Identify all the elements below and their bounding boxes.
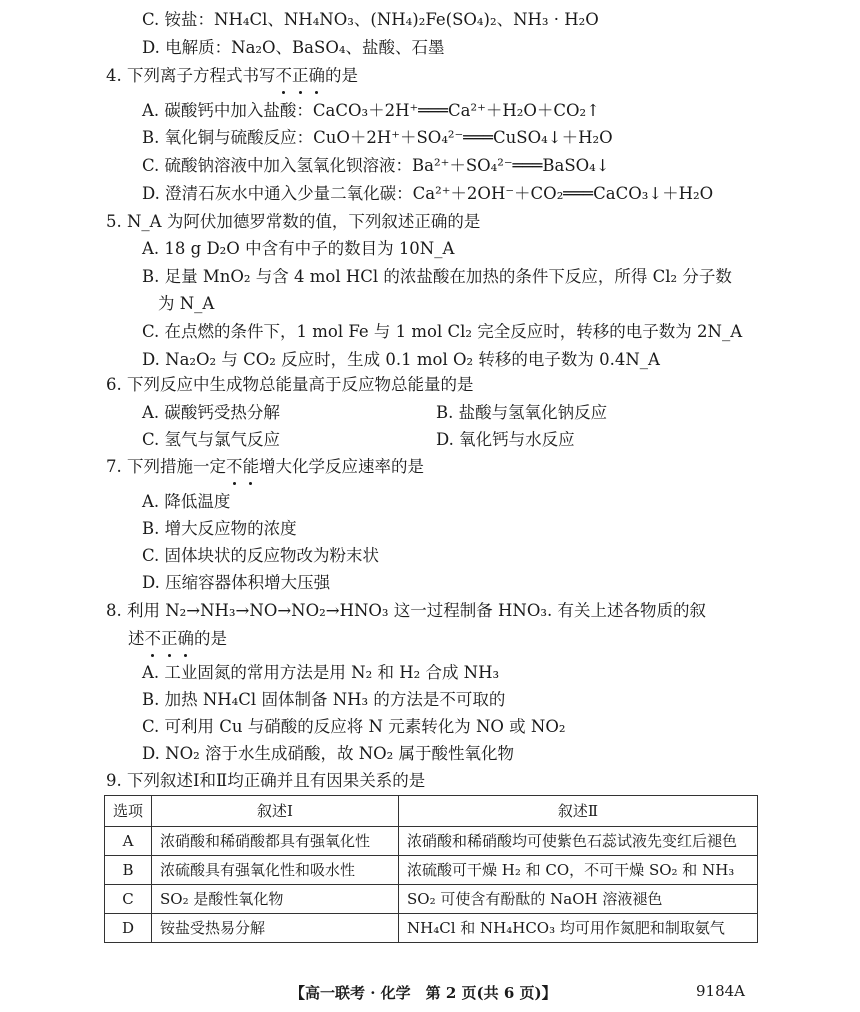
q4-option-a: A. 碳酸钙中加入盐酸：CaCO₃＋2H⁺═══Ca²⁺＋H₂O＋CO₂↑ xyxy=(142,101,600,120)
table-cell-statement-2: SO₂ 可使含有酚酞的 NaOH 溶液褪色 xyxy=(399,885,758,914)
q3-option-c: C. 铵盐：NH₄Cl、NH₄NO₃、(NH₄)₂Fe(SO₄)₂、NH₃ · H₂O xyxy=(142,10,599,29)
table-cell-statement-2: NH₄Cl 和 NH₄HCO₃ 均可用作氮肥和制取氨气 xyxy=(399,914,758,943)
table-cell-option: C xyxy=(105,885,152,914)
table-row xyxy=(105,827,758,856)
table-cell-option: A xyxy=(105,827,152,856)
table-cell-statement-2: 浓硫酸可干燥 H₂ 和 CO，不可干燥 SO₂ 和 NH₃ xyxy=(399,856,758,885)
table-header-row xyxy=(105,796,758,827)
table-row xyxy=(105,885,758,914)
table-header-statement-1: 叙述Ⅰ xyxy=(152,796,399,827)
q5-option-d: D. Na₂O₂ 与 CO₂ 反应时，生成 0.1 mol O₂ 转移的电子数为 0.4N_A xyxy=(142,350,660,369)
q8-option-b: B. 加热 NH₄Cl 固体制备 NH₃ 的方法是不可取的 xyxy=(142,690,506,709)
table-header-statement-2: 叙述Ⅱ xyxy=(399,796,758,827)
q4-option-b: B. 氧化铜与硫酸反应：CuO＋2H⁺＋SO₄²⁻═══CuSO₄↓＋H₂O xyxy=(142,128,613,147)
q7-option-d: D. 压缩容器体积增大压强 xyxy=(142,573,331,592)
table-header-option: 选项 xyxy=(105,796,152,827)
q4-stem: 4. 下列离子方程式书写不正确的是 xyxy=(106,64,358,88)
page-footer: 【高一联考 · 化学 第 2 页(共 6 页)】 xyxy=(290,984,557,1002)
table-row xyxy=(105,914,758,943)
q9-table xyxy=(104,795,758,943)
q4-option-c: C. 硫酸钠溶液中加入氢氧化钡溶液：Ba²⁺＋SO₄²⁻═══BaSO₄↓ xyxy=(142,156,610,175)
q8-option-a: A. 工业固氮的常用方法是用 N₂ 和 H₂ 合成 NH₃ xyxy=(142,663,500,682)
q5-option-c: C. 在点燃的条件下，1 mol Fe 与 1 mol Cl₂ 完全反应时，转移的电子数为 2N_A xyxy=(142,322,743,341)
q6-stem: 6. 下列反应中生成物总能量高于反应物总能量的是 xyxy=(106,375,474,394)
table-cell-statement-2: 浓硝酸和稀硝酸均可使紫色石蕊试液先变红后褪色 xyxy=(399,827,758,856)
q6-option-d: D. 氧化钙与水反应 xyxy=(436,430,575,449)
q3-option-d: D. 电解质：Na₂O、BaSO₄、盐酸、石墨 xyxy=(142,38,445,57)
q7-option-a: A. 降低温度 xyxy=(142,492,231,511)
q8-option-c: C. 可利用 Cu 与硝酸的反应将 N 元素转化为 NO 或 NO₂ xyxy=(142,717,566,736)
table-row xyxy=(105,856,758,885)
q6-option-b: B. 盐酸与氢氧化钠反应 xyxy=(436,403,608,422)
q8-stem: 8. 利用 N₂→NH₃→NO→NO₂→HNO₃ 这一过程制备 HNO₃. 有关上述各物质的叙 xyxy=(106,601,706,620)
q5-stem: 5. N_A 为阿伏加德罗常数的值，下列叙述正确的是 xyxy=(106,212,481,231)
q7-option-c: C. 固体块状的反应物改为粉末状 xyxy=(142,546,380,565)
table-cell-statement-1: 浓硝酸和稀硝酸都具有强氧化性 xyxy=(152,827,399,856)
table-cell-statement-1: 浓硫酸具有强氧化性和吸水性 xyxy=(152,856,399,885)
q9-stem: 9. 下列叙述Ⅰ和Ⅱ均正确并且有因果关系的是 xyxy=(106,771,426,790)
table-cell-option: D xyxy=(105,914,152,943)
paper-code: 9184A xyxy=(696,982,746,1000)
table-cell-option: B xyxy=(105,856,152,885)
q6-option-c: C. 氢气与氯气反应 xyxy=(142,430,281,449)
q5-option-b-continued: 为 N_A xyxy=(158,294,215,313)
q6-option-a: A. 碳酸钙受热分解 xyxy=(142,403,280,422)
table-cell-statement-1: SO₂ 是酸性氧化物 xyxy=(152,885,399,914)
q7-option-b: B. 增大反应物的浓度 xyxy=(142,519,297,538)
q8-stem-continued: 述不正确的是 xyxy=(128,627,227,651)
q4-option-d: D. 澄清石灰水中通入少量二氧化碳：Ca²⁺＋2OH⁻＋CO₂═══CaCO₃↓＋H₂O xyxy=(142,184,714,203)
q7-stem: 7. 下列措施一定不能增大化学反应速率的是 xyxy=(106,455,424,479)
q5-option-b: B. 足量 MnO₂ 与含 4 mol HCl 的浓盐酸在加热的条件下反应，所得 Cl₂ 分子数 xyxy=(142,267,732,286)
q5-option-a: A. 18 g D₂O 中含有中子的数目为 10N_A xyxy=(142,239,455,258)
q8-option-d: D. NO₂ 溶于水生成硝酸，故 NO₂ 属于酸性氧化物 xyxy=(142,744,515,763)
table-cell-statement-1: 铵盐受热易分解 xyxy=(152,914,399,943)
